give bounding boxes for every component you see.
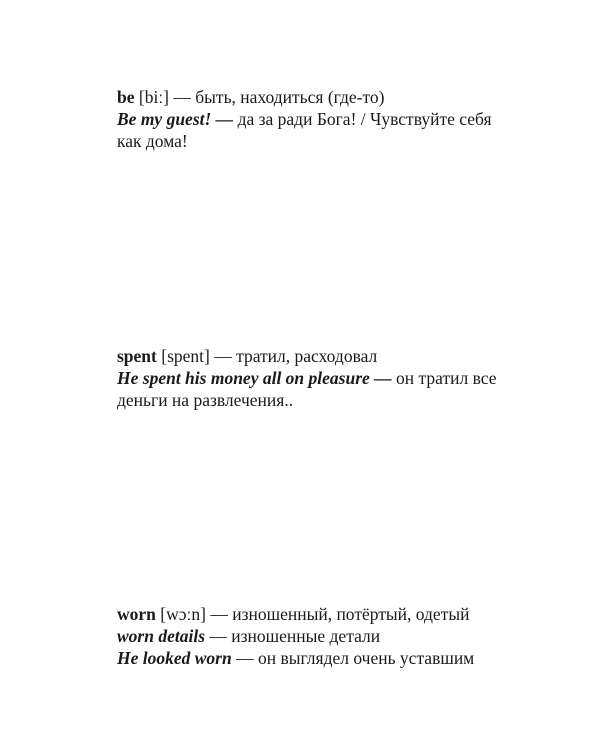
example-phrase: He spent his money all on pleasure — (117, 368, 392, 388)
headword: be (117, 87, 135, 107)
dictionary-entry-be (117, 86, 497, 152)
example-meaning: — изношенные детали (209, 626, 381, 646)
example-phrase: Be my guest! — (117, 109, 234, 129)
example-meaning: — он выглядел очень уставшим (236, 648, 475, 668)
example-line (117, 108, 497, 152)
translation: — быть, находиться (где-то) (173, 87, 385, 107)
transcription: [spent] (161, 346, 210, 366)
dictionary-entry-spent (117, 345, 497, 411)
entry-definition-line (117, 603, 497, 625)
example-meaning: он тратил все деньги на развлечения.. (117, 368, 497, 410)
headword: spent (117, 346, 157, 366)
headword: worn (117, 604, 156, 624)
example-line (117, 647, 497, 669)
example-phrase: He looked worn (117, 648, 232, 668)
transcription: [biː] (138, 87, 170, 107)
entry-definition-line (117, 86, 497, 108)
dictionary-entry-worn (117, 603, 497, 669)
translation: — тратил, расходовал (214, 346, 378, 366)
example-phrase: worn details (117, 626, 206, 646)
entry-definition-line (117, 345, 497, 367)
example-line (117, 367, 497, 411)
transcription: [wɔːn] (160, 604, 206, 624)
example-meaning: да за ради Бога! / Чувствуйте себя как дома! (117, 109, 492, 151)
translation: — изношенный, потёртый, одетый (210, 604, 470, 624)
example-line (117, 625, 497, 647)
